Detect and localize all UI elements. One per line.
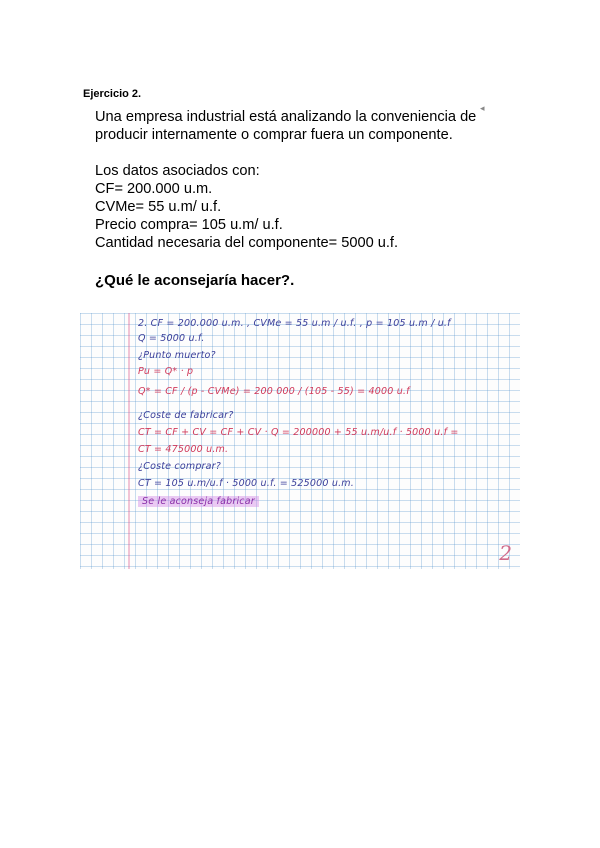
data-cantidad: Cantidad necesaria del componente= 5000 u.f. xyxy=(95,235,399,251)
problem-line-1: Una empresa industrial está analizando la conveniencia de xyxy=(95,109,477,125)
conclusion-highlight: Se le aconseja fabricar xyxy=(138,496,259,507)
data-cvme: CVMe= 55 u.m/ u.f. xyxy=(95,199,222,215)
hw-line-9: ¿Coste comprar? xyxy=(138,461,222,472)
hw-line-7: CT = CF + CV = CF + CV · Q = 200000 + 55 u.m/u.f · 5000 u.f = xyxy=(138,427,459,438)
hw-line-8: CT = 475000 u.m. xyxy=(138,444,229,455)
hw-line-1: 2. CF = 200.000 u.m. , CVMe = 55 u.m / u.f. , p = 105 u.m / u.f xyxy=(138,318,451,329)
cursor-mark: ◂ xyxy=(480,103,485,113)
page-number: 2 xyxy=(499,541,512,565)
hw-line-5: Q* = CF / (p - CVMe) = 200 000 / (105 - 55) = 4000 u.f xyxy=(138,386,410,397)
problem-line-2: producir internamente o comprar fuera un componente. xyxy=(95,127,453,143)
hw-line-6: ¿Coste de fabricar? xyxy=(138,410,234,421)
hw-line-10: CT = 105 u.m/u.f · 5000 u.f. = 525000 u.m. xyxy=(138,478,354,489)
problem-statement xyxy=(95,108,495,252)
exercise-title: Ejercicio 2. xyxy=(83,88,142,100)
hw-line-2: Q = 5000 u.f. xyxy=(138,333,205,344)
hw-line-11 xyxy=(138,496,259,507)
question: ¿Qué le aconsejaría hacer?. xyxy=(95,272,295,289)
data-intro: Los datos asociados con: xyxy=(95,163,260,179)
hw-line-4: Pu = Q* · p xyxy=(138,366,194,377)
data-precio: Precio compra= 105 u.m/ u.f. xyxy=(95,217,283,233)
data-cf: CF= 200.000 u.m. xyxy=(95,181,213,197)
handwritten-notes-image xyxy=(80,313,520,569)
hw-line-3: ¿Punto muerto? xyxy=(138,350,216,361)
